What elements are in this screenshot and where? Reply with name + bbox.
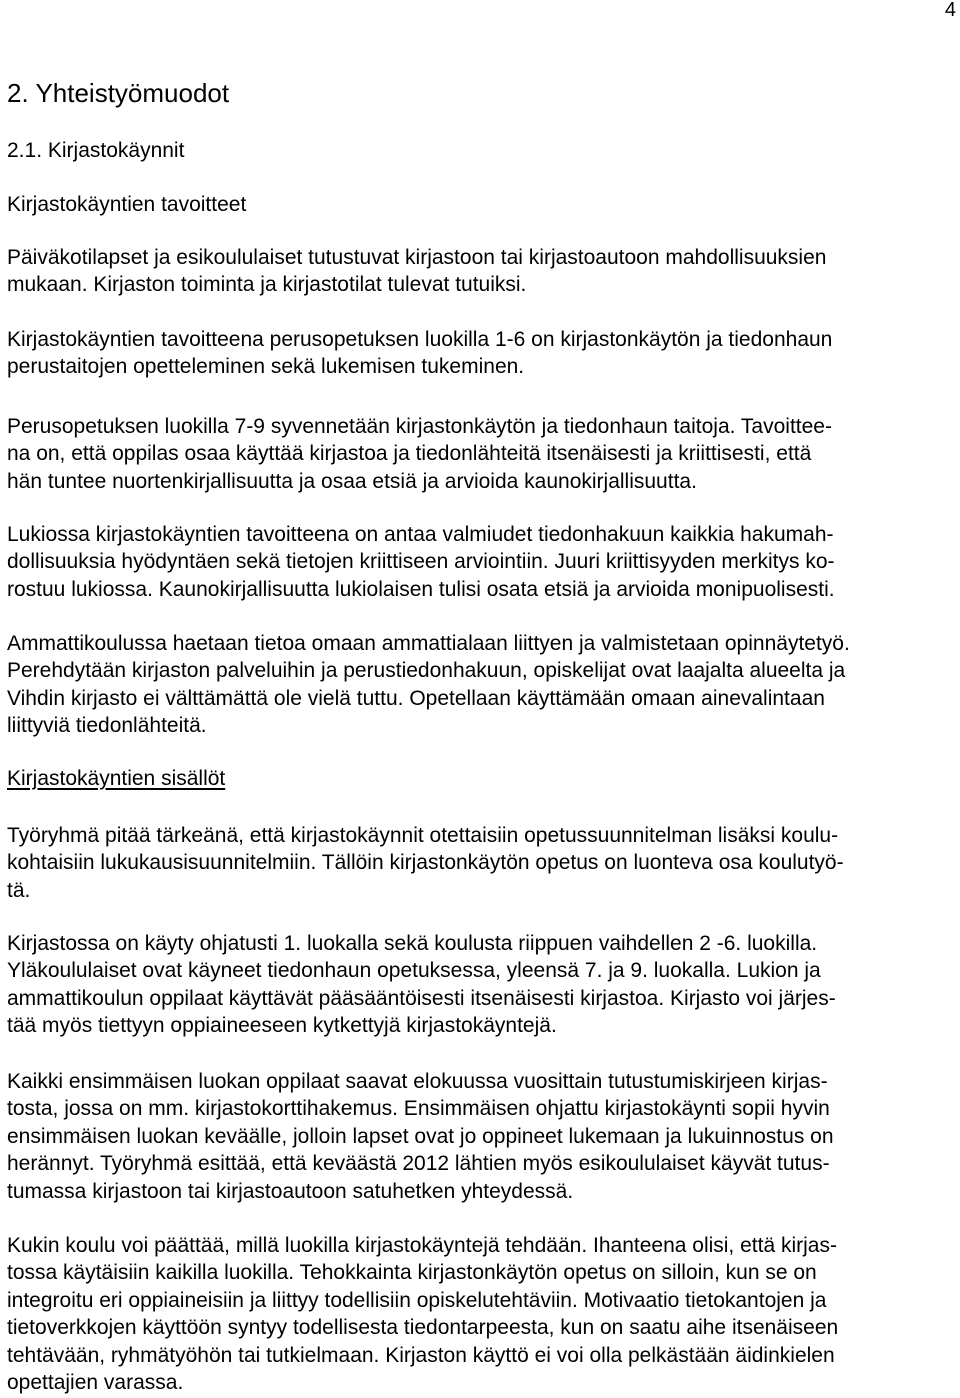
- paragraph-upper-secondary: [7, 521, 957, 603]
- text-line: Kukin koulu voi päättää, millä luokilla kirjastokäyntejä tehdään. Ihanteena olisi, että kirjas-: [7, 1234, 837, 1257]
- text-line: Perehdytään kirjaston palveluihin ja perustiedonhakuun, opiskelijat ovat laajalta alueelta ja: [7, 659, 846, 683]
- text-line: dollisuuksia hyödyntäen sekä tietojen kriittiseen arviointiin. Juuri kriittisyyden merkitys ko-: [7, 550, 835, 574]
- text-line: rostuu lukiossa. Kaunokirjallisuutta lukiolaisen tulisi osata etsiä ja arvioida monipuolisesti.: [7, 577, 835, 601]
- text-line: herännyt. Työryhmä esittää, että keväästä 2012 lähtien myös esikoululaiset käyvät tutus-: [7, 1152, 830, 1176]
- text-line: hän tuntee nuortenkirjallisuutta ja osaa etsiä ja arvioida kaunokirjallisuutta.: [7, 469, 697, 493]
- text-line: perustaitojen opetteleminen sekä lukemisen tukeminen.: [7, 355, 525, 379]
- paragraph-vocational: [7, 630, 957, 740]
- text-line: Vihdin kirjasto ei välttämättä ole vielä tuttu. Opetellaan käyttämään omaan ainevalintaan: [7, 686, 825, 710]
- text-line: Ammattikoulussa haetaan tietoa omaan ammattialaan liittyen ja valmistetaan opinnäytetyö.: [7, 632, 850, 655]
- paragraph-visits-history: [7, 930, 957, 1040]
- text-line: kohtaisiin lukukausisuunnitelmiin. Tällöin kirjastonkäytön opetus on luonteva osa koulutyö-: [7, 851, 844, 875]
- heading-kirjastokaynnit: 2.1. Kirjastokäynnit: [7, 139, 185, 162]
- text-line: Kirjastossa on käyty ohjatusti 1. luokalla sekä koulusta riippuen vaihdellen 2 -6. luokilla.: [7, 932, 818, 955]
- text-line: Perusopetuksen luokilla 7-9 syvennetään kirjastonkäytön ja tiedonhaun taitoja. Tavoittee-: [7, 415, 832, 438]
- paragraph-first-graders: [7, 1068, 957, 1205]
- text-line: na on, että oppilas osaa käyttää kirjastoa ja tiedonlähteitä itsenäisesti ja kriittisesti, että: [7, 442, 812, 466]
- text-line: tehtävään, ryhmätyöhön tai tutkielmaan. Kirjaston käyttö ei voi olla pelkästään äidinkielen: [7, 1343, 835, 1367]
- section-title-contents: [7, 766, 225, 792]
- text-line: tosta, jossa on mm. kirjastokorttihakemus. Ensimmäisen ohjattu kirjastokäynti sopii hyvin: [7, 1097, 830, 1121]
- heading-yhteistyomuodot: 2. Yhteistyömuodot: [7, 78, 230, 108]
- text-line: Kirjastokäyntien tavoitteena perusopetuksen luokilla 1-6 on kirjastonkäytön ja tiedonhaun: [7, 328, 833, 351]
- text-line: ammattikoulun oppilaat käyttävät pääsääntöisesti itsenäisesti kirjastoa. Kirjasto voi järjes-: [7, 986, 836, 1010]
- paragraph-school-choice: [7, 1232, 957, 1396]
- text-line: liittyviä tiedonlähteitä.: [7, 714, 207, 738]
- text-line: Yläkoululaiset ovat käyneet tiedonhaun opetuksessa, yleensä 7. ja 9. luokalla. Lukion ja: [7, 959, 821, 983]
- section-title-contents-text: Kirjastokäyntien sisällöt: [7, 767, 226, 790]
- page-number: 4: [944, 0, 956, 21]
- paragraph-grades-7-9: [7, 413, 957, 495]
- paragraph-working-group: [7, 822, 957, 904]
- text-line: Työryhmä pitää tärkeänä, että kirjastokäynnit otettaisiin opetussuunnitelman lisäksi koulu-: [7, 824, 839, 847]
- text-line: ensimmäisen luokan keväälle, jolloin lapset ovat jo oppineet lukemaan ja lukuinnostus on: [7, 1124, 834, 1148]
- text-line: mukaan. Kirjaston toiminta ja kirjastotilat tulevat tutuiksi.: [7, 273, 527, 297]
- paragraph-preschool: [7, 244, 957, 299]
- text-line: tietoverkkojen käyttöön syntyy todellisesta tiedontarpeesta, kun on saatu aihe itsenäiseen: [7, 1316, 839, 1340]
- text-line: Päiväkotilapset ja esikoululaiset tutustuvat kirjastoon tai kirjastoautoon mahdollisuuksien: [7, 246, 827, 269]
- text-line: tumassa kirjastoon tai kirjastoautoon satuhetken yhteydessä.: [7, 1179, 574, 1203]
- text-line: tää myös tiettyyn oppiaineeseen kytkettyjä kirjastokäyntejä.: [7, 1014, 557, 1038]
- paragraph-grades-1-6: [7, 326, 957, 381]
- section-title-goals: Kirjastokäyntien tavoitteet: [7, 193, 247, 216]
- text-line: tossa käytäisiin kaikilla luokilla. Tehokkainta kirjastonkäytön opetus on silloin, kun se on: [7, 1261, 817, 1285]
- text-line: tä.: [7, 878, 31, 902]
- text-line: opettajien varassa.: [7, 1371, 184, 1395]
- text-line: Kaikki ensimmäisen luokan oppilaat saavat elokuussa vuosittain tutustumiskirjeen kirjas-: [7, 1070, 828, 1093]
- text-line: Lukiossa kirjastokäyntien tavoitteena on antaa valmiudet tiedonhakuun kaikkia hakumah-: [7, 523, 834, 546]
- text-line: integroitu eri oppiaineisiin ja liittyy todellisiin opiskelutehtäviin. Motivaatio tietokantojen ja: [7, 1288, 827, 1312]
